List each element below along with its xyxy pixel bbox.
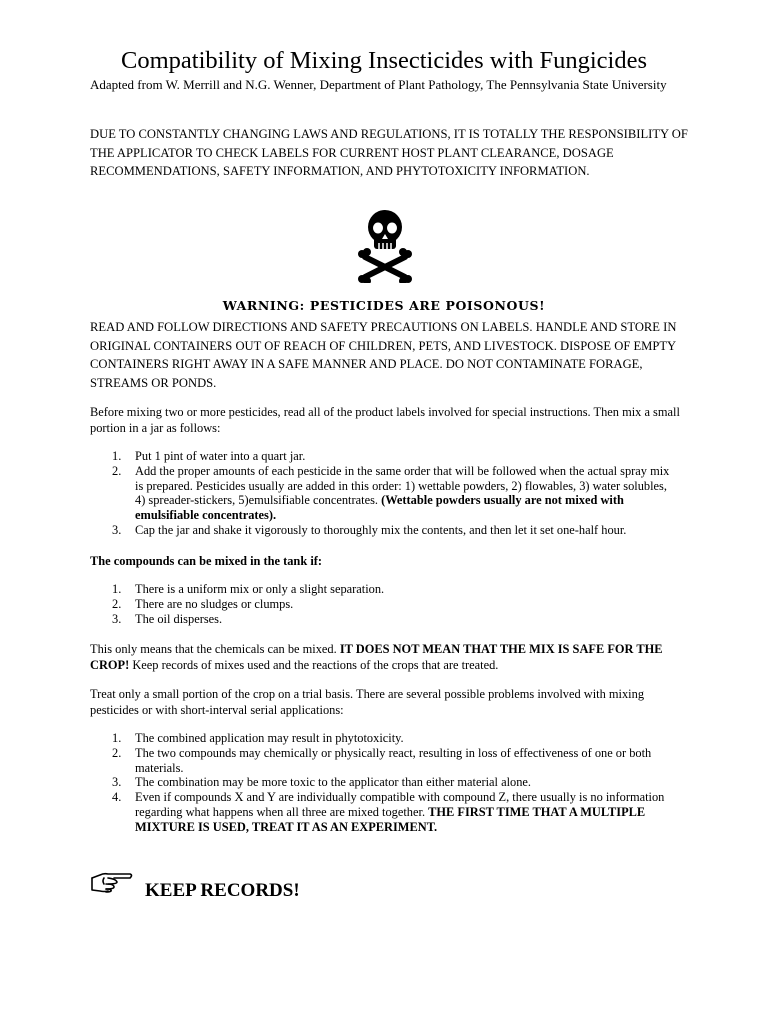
list-item: 3. Cap the jar and shake it vigorously to thoroughly mix the contents, and then let it set one-half hour. [112, 522, 627, 537]
tank-heading: The compounds can be mixed in the tank if: [90, 554, 323, 568]
list-item: 2. The two compounds may chemically or physically react, resulting in loss of effectiveness of one or both materials. [112, 745, 652, 775]
page-title: Compatibility of Mixing Insecticides with Fungicides [120, 47, 648, 74]
list-item: 1. There is a uniform mix or only a slight separation. [112, 582, 385, 596]
mix-note: This only means that the chemicals can be mixed. IT DOES NOT MEAN THAT THE MIX IS SAFE FOR THE CROP! Keep records of mixes used and the reactions of the crops that are treated. [90, 642, 663, 672]
list-item: 4. Even if compounds X and Y are individually compatible with compound Z, there usually is no information regarding what happens when all three are mixed together. THE FIRST TIME THAT A MULTIPLE MIXTURE IS USED, TREAT IT AS AN EXPERIMENT. [112, 790, 665, 834]
warning-heading: WARNING: PESTICIDES ARE POISONOUS! [222, 298, 546, 313]
list-item: 2. There are no sludges or clumps. [112, 596, 294, 611]
warning-body: READ AND FOLLOW DIRECTIONS AND SAFETY PRECAUTIONS ON LABELS. HANDLE AND STORE IN ORIGINAL CONTAINERS OUT OF REACH OF CHILDREN, PETS, AND LIVESTOCK. DISPOSE OF EMPTY CONTAINERS RIGHT AWAY IN A SAFE MANNER AND PLACE. DO NOT CONTAMINATE FORAGE, STREAMS OR PONDS. [90, 320, 677, 390]
possible-problems [90, 731, 680, 835]
skull-crossbones-icon [357, 207, 413, 283]
disclaimer: DUE TO CONSTANTLY CHANGING LAWS AND REGULATIONS, IT IS TOTALLY THE RESPONSIBILITY OF THE APPLICATOR TO CHECK LABELS FOR CURRENT HOST PLANT CLEARANCE, DOSAGE RECOMMENDATIONS, SAFETY INFORMATION, AND PHYTOTOXICITY INFORMATION. [90, 127, 688, 178]
list-item: 1. Put 1 pint of water into a quart jar. [112, 449, 306, 463]
mixing-intro: Before mixing two or more pesticides, read all of the product labels involved for special instructions. Then mix a small portion in a jar as follows: [90, 405, 680, 435]
list-item: 3. The oil disperses. [112, 611, 223, 626]
list-item: 1. The combined application may result in phytotoxicity. [112, 731, 404, 745]
list-item: 2. Add the proper amounts of each pesticide in the same order that will be followed when the actual spray mix is prepared. Pesticides usually are added in this order: 1) wettable powders, 2) flowables, 3) water solubles, 4) spreader-stickers, 5)emulsifiable concentrates. (Wettable powders usually are not mixed with emulsifiable concentrates). [112, 463, 670, 523]
jar-test-steps [90, 449, 680, 538]
keep-records-callout: KEEP RECORDS! [145, 880, 300, 901]
list-item: 3. The combination may be more toxic to the applicator than either material alone. [112, 775, 532, 790]
trial-intro: Treat only a small portion of the crop on a trial basis. There are several possible problems involved with mixing pesticides or with short-interval serial applications: [90, 687, 645, 717]
pointing-hand-icon [90, 870, 134, 894]
attribution: Adapted from W. Merrill and N.G. Wenner, Department of Plant Pathology, The Pennsylvania State University [90, 77, 667, 92]
tank-conditions [90, 582, 680, 626]
